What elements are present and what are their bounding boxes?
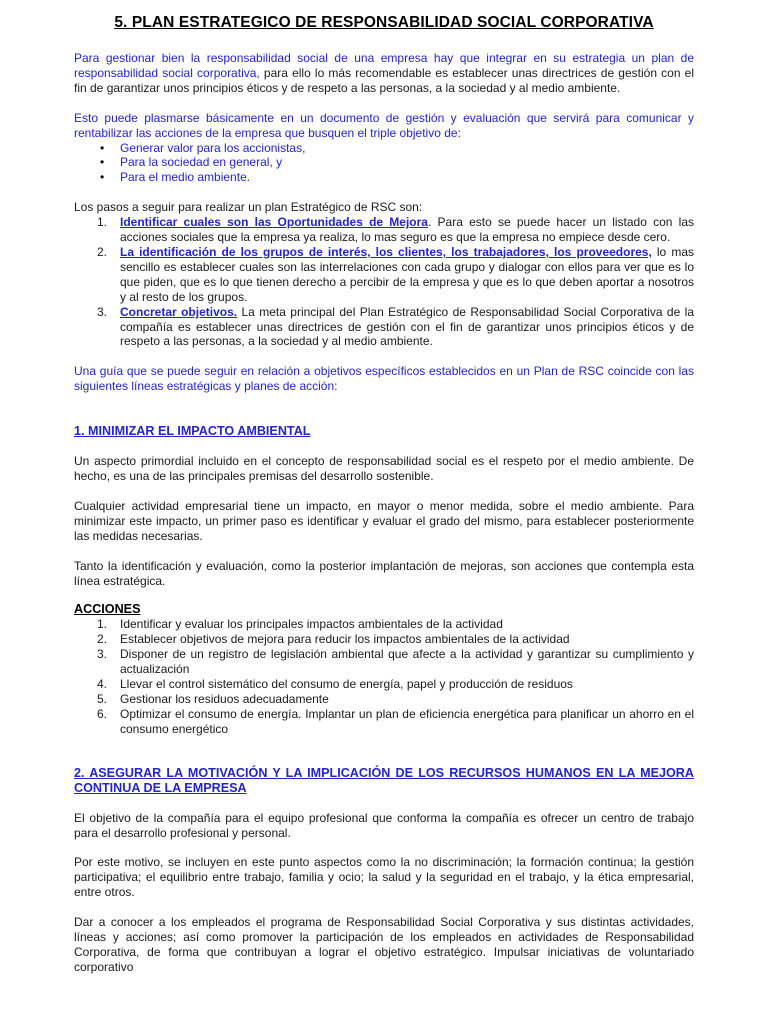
- section-1-paragraph-1: Un aspecto primordial incluido en el concepto de responsabilidad social es el respeto por el medio ambiente. De hecho, es una de las principales premisas del desarrollo sostenible.: [74, 454, 694, 484]
- step-link-oportunidades[interactable]: Identificar cuales son las Oportunidades de Mejora: [120, 215, 428, 230]
- page-title: 5. PLAN ESTRATEGICO DE RESPONSABILIDAD SOCIAL CORPORATIVA: [114, 14, 654, 31]
- step-text: lo mas sencillo es establecer cuales son las interrelaciones con cada grupo y dialogar con ellos para ver que es lo que piden, que es lo que tienen derecho a percibir de la empresa y que es lo que deben aportar a nosotros y al resto de los grupos.: [120, 244, 694, 304]
- steps-lead: Los pasos a seguir para realizar un plan Estratégico de RSC son:: [74, 200, 423, 215]
- action-number: 4.: [97, 677, 108, 691]
- guide-paragraph: Una guía que se puede seguir en relación a objetivos específicos establecidos en un Plan de RSC coincide con las siguientes líneas estratégicas y planes de acción:: [74, 364, 694, 394]
- step-text: La meta principal del Plan Estratégico de Responsabilidad Social Corporativa de la compañía es establecer unas directrices de gestión con el fin de garantizar unos principios éticos y de respeto a las personas, a la sociedad y al medio ambiente.: [120, 304, 695, 349]
- action-item: [74, 692, 694, 707]
- steps-list: [74, 215, 694, 349]
- action-number: 2.: [97, 632, 108, 647]
- action-item: [74, 707, 694, 737]
- objectives-list: [74, 141, 694, 186]
- action-item: [74, 647, 694, 677]
- step-number: 2.: [97, 244, 108, 259]
- section-1-heading[interactable]: 1. MINIMIZAR EL IMPACTO AMBIENTAL: [74, 424, 311, 439]
- actions-list: [74, 617, 694, 736]
- action-number: 3.: [97, 647, 108, 662]
- step-number: 1.: [97, 215, 108, 230]
- intro-paragraph-1-highlight: Para gestionar bien la responsabilidad social de una empresa hay que integrar en su estrategia un plan de responsabilidad social corporativa,: [74, 51, 694, 80]
- section-1-paragraph-3: Tanto la identificación y evaluación, como la posterior implantación de mejoras, son acciones que contempla esta línea estratégica.: [74, 558, 694, 588]
- step-link-grupos-interes[interactable]: La identificación de los grupos de interés, los clientes, los trabajadores, los proveedores,: [120, 244, 652, 259]
- action-text: Optimizar el consumo de energía. Implantar un plan de eficiencia energética para planificar un ahorro en el consumo energético: [120, 706, 694, 736]
- action-text: Disponer de un registro de legislación ambiental que afecte a la actividad y garantizar su cumplimiento y actualización: [120, 647, 694, 677]
- action-number: 1.: [97, 617, 108, 632]
- list-item: • Para la sociedad en general, y: [120, 155, 694, 170]
- intro-paragraph-1: [74, 51, 694, 96]
- step-item: [74, 305, 694, 350]
- list-item: • Para el medio ambiente.: [120, 170, 694, 185]
- action-text: Llevar el control sistemático del consumo de energía, papel y producción de residuos: [120, 677, 573, 691]
- action-text: Establecer objetivos de mejora para reducir los impactos ambientales de la actividad: [120, 632, 570, 647]
- action-item: [74, 632, 694, 647]
- section-2-paragraph-1: El objetivo de la compañía para el equipo profesional que conforma la compañía es ofrecer un centro de trabajo para el desarrollo profesional y personal.: [74, 810, 694, 840]
- intro-paragraph-1-rest: para ello lo más recomendable es establecer unas directrices de gestión con el fin de garantizar unos principios éticos y de respeto a las personas, a la sociedad y al medio ambiente.: [74, 65, 694, 95]
- intro-paragraph-2: Esto puede plasmarse básicamente en un documento de gestión y evaluación que servirá para comunicar y rentabilizar las acciones de la empresa que busquen el triple objetivo de:: [74, 110, 694, 140]
- step-item: [74, 245, 694, 305]
- step-link-concretar-objetivos[interactable]: Concretar objetivos.: [120, 304, 238, 319]
- actions-title: ACCIONES: [74, 602, 141, 617]
- step-item: [74, 215, 694, 245]
- section-2-heading[interactable]: 2. ASEGURAR LA MOTIVACIÓN Y LA IMPLICACIÓN DE LOS RECURSOS HUMANOS EN LA MEJORA CONTINUA DE LA EMPRESA: [74, 765, 694, 795]
- document-body: [0, 51, 768, 975]
- action-item: [74, 677, 694, 692]
- section-1-paragraph-2: Cualquier actividad empresarial tiene un impacto, en mayor o menor medida, sobre el medio ambiente. Para minimizar este impacto, un primer paso es identificar y evaluar el grado del mismo, para establecer posteriormente las medidas necesarias.: [74, 498, 694, 543]
- action-number: 5.: [97, 691, 108, 706]
- step-text: . Para esto se puede hacer un listado con las acciones sociales que la empresa ya realiza, lo mas seguro es que la empresa no empiece desde cero.: [120, 215, 694, 245]
- section-2-paragraph-2: Por este motivo, se incluyen en este punto aspectos como la no discriminación; la formación continua; la gestión participativa; el equilibrio entre trabajo, familia y ocio; la salud y la seguridad en el trabajo, y la ética empresarial, entre otros.: [74, 855, 694, 900]
- action-number: 6.: [97, 706, 108, 721]
- section-2-paragraph-3: Dar a conocer a los empleados el programa de Responsabilidad Social Corporativa y sus distintas actividades, líneas y acciones; así como promover la participación de los empleados en actividades de Responsabilidad Corporativa, de forma que contribuyan a lograr el objetivo estratégico. Impulsar iniciativas de voluntariado corporativo: [74, 915, 694, 974]
- step-number: 3.: [97, 304, 108, 319]
- list-item: • Generar valor para los accionistas,: [120, 141, 694, 156]
- action-text: Gestionar los residuos adecuadamente: [120, 691, 329, 706]
- action-text: Identificar y evaluar los principales impactos ambientales de la actividad: [120, 617, 503, 632]
- action-item: [74, 617, 694, 632]
